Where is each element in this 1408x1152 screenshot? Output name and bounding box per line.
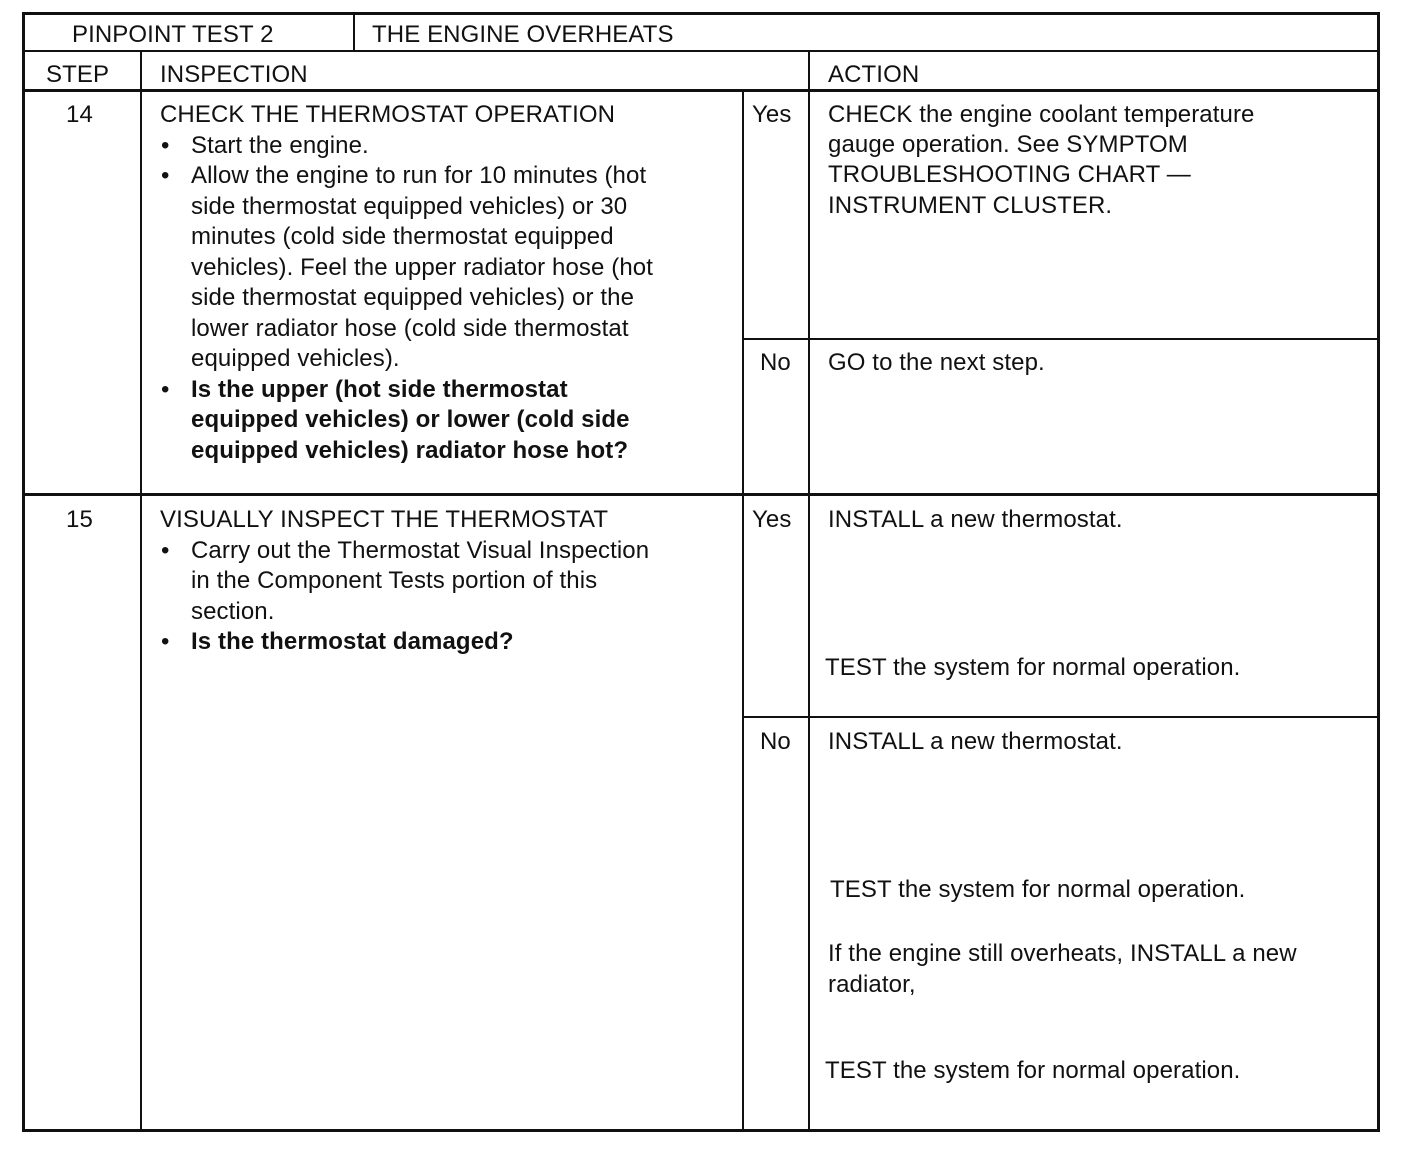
action-line: TEST the system for normal operation.: [825, 654, 1241, 681]
bullet-icon: •: [161, 162, 170, 189]
inspection-line: lower radiator hose (cold side thermostat: [191, 315, 629, 342]
inspection-line: section.: [191, 598, 275, 625]
column-header-step: STEP: [46, 61, 110, 88]
step-number: 15: [66, 506, 93, 533]
inspection-line: vehicles). Feel the upper radiator hose (hot: [191, 254, 653, 281]
answer-yes: Yes: [752, 101, 792, 128]
test-title: THE ENGINE OVERHEATS: [372, 21, 674, 48]
inspection-line: Allow the engine to run for 10 minutes (hot: [191, 162, 647, 189]
answer-no: No: [760, 728, 791, 755]
answer-yes: Yes: [752, 506, 792, 533]
title-divider: [353, 12, 355, 51]
step15-yes-no-divider: [744, 716, 1380, 718]
inspection-line: in the Component Tests portion of this: [191, 567, 598, 594]
action-line: gauge operation. See SYMPTOM: [828, 131, 1188, 158]
bullet-icon: •: [161, 537, 170, 564]
step-title: CHECK THE THERMOSTAT OPERATION: [160, 101, 616, 128]
test-label: PINPOINT TEST 2: [72, 21, 274, 48]
action-line: radiator,: [828, 971, 916, 998]
action-line: TEST the system for normal operation.: [830, 876, 1246, 903]
inspection-line: Carry out the Thermostat Visual Inspection: [191, 537, 650, 564]
answer-column-divider: [742, 90, 744, 1132]
inspection-question: Is the upper (hot side thermostat: [191, 376, 568, 403]
action-line: If the engine still overheats, INSTALL a new: [828, 940, 1297, 967]
action-line: GO to the next step.: [828, 349, 1045, 376]
step-number: 14: [66, 101, 93, 128]
bullet-icon: •: [161, 376, 170, 403]
inspection-question: equipped vehicles) or lower (cold side: [191, 406, 630, 433]
column-header-inspection: INSPECTION: [160, 61, 308, 88]
answer-no: No: [760, 349, 791, 376]
action-column-divider: [808, 51, 810, 1132]
step-column-divider: [140, 51, 142, 1132]
action-line: CHECK the engine coolant temperature: [828, 101, 1255, 128]
inspection-line: Start the engine.: [191, 132, 369, 159]
action-line: INSTALL a new thermostat.: [828, 506, 1123, 533]
step-divider: [22, 493, 1380, 496]
bullet-icon: •: [161, 628, 170, 655]
column-header-action: ACTION: [828, 61, 920, 88]
step-title: VISUALLY INSPECT THE THERMOSTAT: [160, 506, 609, 533]
action-line: INSTALL a new thermostat.: [828, 728, 1123, 755]
step14-yes-no-divider: [744, 338, 1380, 340]
inspection-line: side thermostat equipped vehicles) or 30: [191, 193, 628, 220]
inspection-question: Is the thermostat damaged?: [191, 628, 514, 655]
inspection-question: equipped vehicles) radiator hose hot?: [191, 437, 629, 464]
bullet-icon: •: [161, 132, 170, 159]
inspection-line: equipped vehicles).: [191, 345, 400, 372]
inspection-line: side thermostat equipped vehicles) or the: [191, 284, 635, 311]
action-line: TEST the system for normal operation.: [825, 1057, 1241, 1084]
action-line: TROUBLESHOOTING CHART —: [828, 161, 1191, 188]
inspection-line: minutes (cold side thermostat equipped: [191, 223, 614, 250]
action-line: INSTRUMENT CLUSTER.: [828, 192, 1113, 219]
